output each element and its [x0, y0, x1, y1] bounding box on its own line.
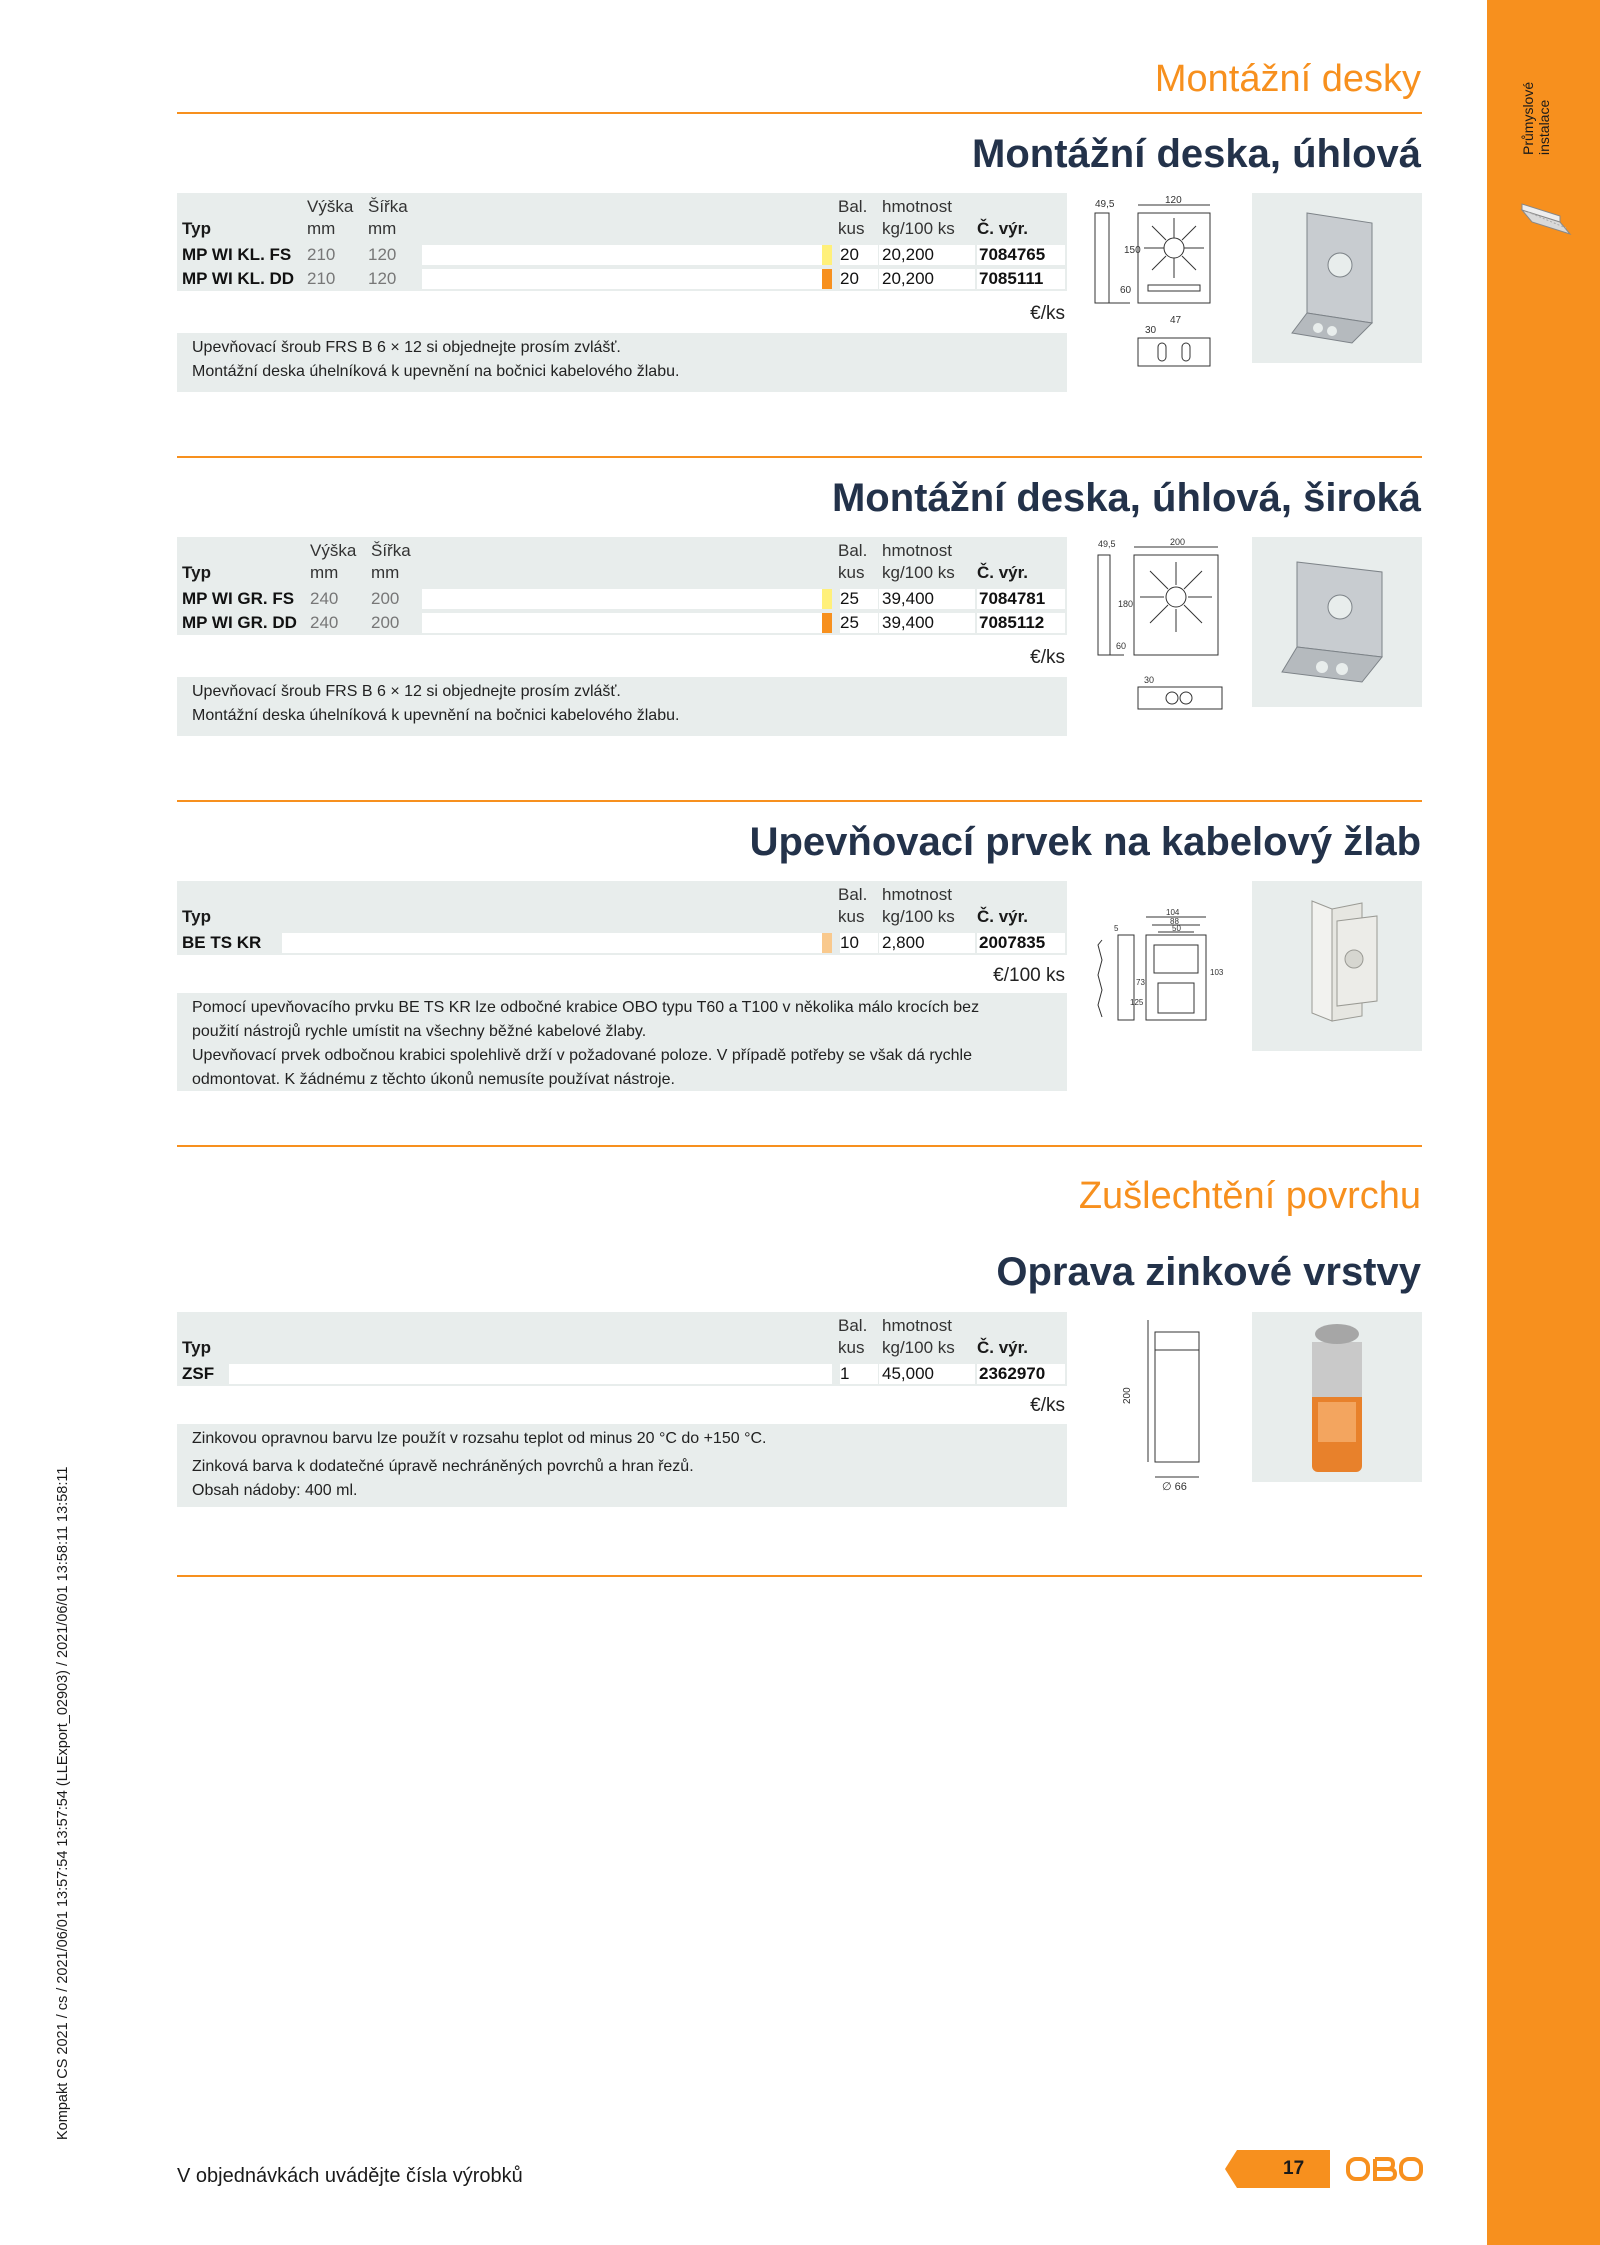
note-line: Upevňovací šroub FRS B 6 × 12 si objednejte prosím zvlášť. — [192, 339, 621, 356]
cell-height: 240 — [310, 613, 339, 632]
header-height: Výška — [310, 541, 357, 560]
header-weight: hmotnost — [882, 885, 952, 904]
cell-type: MP WI GR. DD — [182, 613, 297, 632]
dimension-label: 120 — [1165, 195, 1182, 206]
header-pack-unit: kus — [838, 907, 865, 926]
header-pack-unit: kus — [838, 563, 865, 582]
technical-drawing — [1090, 193, 1230, 373]
header-pack: Bal. — [838, 197, 868, 216]
category-title: Montážní desky — [1154, 58, 1421, 100]
header-height: Výška — [307, 197, 354, 216]
header-pack: Bal. — [838, 1316, 868, 1335]
header-width: Šířka — [368, 197, 408, 216]
note-line: Zinková barva k dodatečné úpravě nechráněných povrchů a hran řezů. — [192, 1458, 694, 1475]
header-pack: Bal. — [838, 541, 868, 560]
header-type: Typ — [182, 563, 211, 582]
table-row — [177, 611, 1067, 635]
table-header — [177, 1312, 1067, 1362]
cell-weight: 20,200 — [882, 245, 934, 264]
section-tab-line2: instalace — [1536, 99, 1552, 155]
dimension-label: 49,5 — [1095, 199, 1115, 210]
table-row — [177, 931, 1067, 955]
header-weight-unit: kg/100 ks — [882, 907, 955, 926]
cell-weight: 39,400 — [882, 613, 934, 632]
header-unit: mm — [368, 219, 397, 238]
product-title: Montážní deska, úhlová, široká — [831, 476, 1421, 520]
note-line: odmontovat. K žádnému z těchto úkonů nemusíte používat nástroje. — [192, 1071, 675, 1088]
header-pack-unit: kus — [838, 219, 865, 238]
cell-width: 120 — [368, 245, 397, 264]
header-weight-unit: kg/100 ks — [882, 219, 955, 238]
cell-article: 2007835 — [979, 933, 1046, 952]
cell-pack: 20 — [840, 269, 859, 288]
header-weight: hmotnost — [882, 541, 952, 560]
dimension-label: 150 — [1124, 245, 1141, 256]
finish-swatch — [822, 613, 832, 633]
header-article: Č. výr. — [977, 563, 1029, 582]
cell-article: 7084781 — [979, 589, 1046, 608]
dimension-label: 5 — [1114, 924, 1119, 933]
dimension-label: 180 — [1118, 599, 1134, 609]
product-title: Montážní deska, úhlová — [972, 132, 1421, 176]
product-photo — [1252, 1312, 1422, 1482]
header-type: Typ — [182, 219, 211, 238]
cell-article: 2362970 — [979, 1364, 1046, 1383]
technical-drawing — [1100, 1312, 1220, 1492]
dimension-label: 30 — [1144, 675, 1155, 685]
dimension-label: 73 — [1136, 978, 1145, 987]
product-photo — [1252, 881, 1422, 1051]
header-pack-unit: kus — [838, 1338, 865, 1357]
cell-weight: 39,400 — [882, 589, 934, 608]
finish-swatch — [822, 269, 832, 289]
product-notes — [177, 1424, 1067, 1507]
dimension-label: 50 — [1172, 924, 1181, 933]
dimension-label: 104 — [1166, 908, 1180, 917]
dimension-label: 125 — [1130, 998, 1144, 1007]
table-header — [177, 537, 1067, 587]
dimension-label: 49,5 — [1098, 539, 1116, 549]
page-number-tab — [1225, 2150, 1330, 2188]
finish-swatch — [822, 933, 832, 953]
note-line: Upevňovací prvek odbočnou krabici spolehlivě drží v požadované poloze. V případě potřeby se však dá rychle — [192, 1047, 973, 1064]
header-width: Šířka — [371, 541, 411, 560]
section-rule — [177, 1575, 1422, 1577]
note-line: Obsah nádoby: 400 ml. — [192, 1482, 358, 1499]
footer-note: V objednávkách uvádějte čísla výrobků — [177, 2165, 523, 2187]
side-band — [1487, 0, 1600, 2245]
cell-width: 200 — [371, 589, 400, 608]
cell-width: 120 — [368, 269, 397, 288]
table-header — [177, 193, 1067, 243]
product-notes — [177, 333, 1067, 392]
table-row — [177, 267, 1067, 291]
header-article: Č. výr. — [977, 907, 1029, 926]
header-pack: Bal. — [838, 885, 868, 904]
header-unit: mm — [371, 563, 400, 582]
header-unit: mm — [307, 219, 336, 238]
note-line: Montážní deska úhelníková k upevnění na bočnici kabelového žlabu. — [192, 707, 680, 724]
cell-type: ZSF — [182, 1364, 215, 1383]
cell-height: 210 — [307, 245, 336, 264]
product-photo — [1252, 537, 1422, 707]
header-weight-unit: kg/100 ks — [882, 1338, 955, 1357]
dimension-label: 30 — [1145, 325, 1157, 336]
product-title: Upevňovací prvek na kabelový žlab — [749, 820, 1421, 864]
price-unit: €/ks — [1030, 303, 1065, 324]
dimension-label: ∅ 66 — [1162, 1481, 1187, 1492]
cell-weight: 2,800 — [882, 933, 925, 952]
header-article: Č. výr. — [977, 219, 1029, 238]
header-article: Č. výr. — [977, 1338, 1029, 1357]
cell-pack: 20 — [840, 245, 859, 264]
price-unit: €/ks — [1030, 1395, 1065, 1416]
cell-type: BE TS KR — [182, 933, 262, 952]
cell-height: 240 — [310, 589, 339, 608]
print-meta: Kompakt CS 2021 / cs / 2021/06/01 13:57:54 13:57:54 (LLExport_02903) / 2021/06/01 13:58:11 13:58:11 — [55, 1466, 71, 2140]
cell-type: MP WI KL. FS — [182, 245, 292, 264]
cell-pack: 10 — [840, 933, 859, 952]
header-type: Typ — [182, 1338, 211, 1357]
cell-article: 7085111 — [979, 269, 1044, 288]
cell-pack: 25 — [840, 613, 859, 632]
price-unit: €/ks — [1030, 647, 1065, 668]
product-notes — [177, 677, 1067, 736]
obo-logo — [1345, 2153, 1425, 2185]
cell-type: MP WI KL. DD — [182, 269, 295, 288]
dimension-label: 60 — [1120, 285, 1132, 296]
header-type: Typ — [182, 907, 211, 926]
note-line: Upevňovací šroub FRS B 6 × 12 si objednejte prosím zvlášť. — [192, 683, 621, 700]
section-rule — [177, 112, 1422, 114]
dimension-label: 60 — [1116, 641, 1127, 651]
table-row — [177, 243, 1067, 267]
dimension-label: 88 — [1170, 917, 1179, 926]
finish-swatch — [822, 589, 832, 609]
technical-drawing — [1090, 905, 1230, 1035]
note-line: použití nástrojů rychle umístit na všechny běžné kabelové žlaby. — [192, 1023, 647, 1040]
cell-article: 7084765 — [979, 245, 1046, 264]
product-photo — [1252, 193, 1422, 363]
section-tab-line1: Průmyslové — [1520, 81, 1536, 155]
product-title: Oprava zinkové vrstvy — [996, 1250, 1421, 1294]
header-unit: mm — [310, 563, 339, 582]
price-unit: €/100 ks — [993, 965, 1065, 986]
cell-article: 7085112 — [979, 613, 1045, 632]
dimension-label: 200 — [1170, 537, 1186, 547]
cell-type: MP WI GR. FS — [182, 589, 295, 608]
header-weight-unit: kg/100 ks — [882, 563, 955, 582]
page-number: 17 — [1283, 2158, 1305, 2179]
section-rule — [177, 800, 1422, 802]
cable-tray-icon — [1518, 200, 1574, 240]
cell-pack: 25 — [840, 589, 859, 608]
table-row — [177, 587, 1067, 611]
table-header — [177, 881, 1067, 931]
finish-swatch — [822, 245, 832, 265]
cell-pack: 1 — [840, 1364, 850, 1383]
note-line: Zinkovou opravnou barvu lze použít v rozsahu teplot od minus 20 °C do +150 °C. — [192, 1430, 767, 1447]
cell-height: 210 — [307, 269, 336, 288]
dimension-label: 103 — [1210, 968, 1224, 977]
product-notes — [177, 993, 1067, 1091]
note-line: Pomocí upevňovacího prvku BE TS KR lze odbočné krabice OBO typu T60 a T100 v několika málo krocích bez — [192, 999, 980, 1016]
section-rule — [177, 1145, 1422, 1147]
cell-width: 200 — [371, 613, 400, 632]
header-weight: hmotnost — [882, 197, 952, 216]
dimension-label: 47 — [1170, 315, 1182, 326]
cell-weight: 45,000 — [882, 1364, 934, 1383]
cell-weight: 20,200 — [882, 269, 934, 288]
note-line: Montážní deska úhelníková k upevnění na bočnici kabelového žlabu. — [192, 363, 680, 380]
technical-drawing — [1090, 537, 1230, 717]
section-rule — [177, 456, 1422, 458]
table-row — [177, 1362, 1067, 1386]
category-title: Zušlechtění povrchu — [1078, 1175, 1421, 1217]
section-tab-label — [1520, 60, 1580, 160]
header-weight: hmotnost — [882, 1316, 952, 1335]
dimension-label: 200 — [1122, 1387, 1133, 1404]
